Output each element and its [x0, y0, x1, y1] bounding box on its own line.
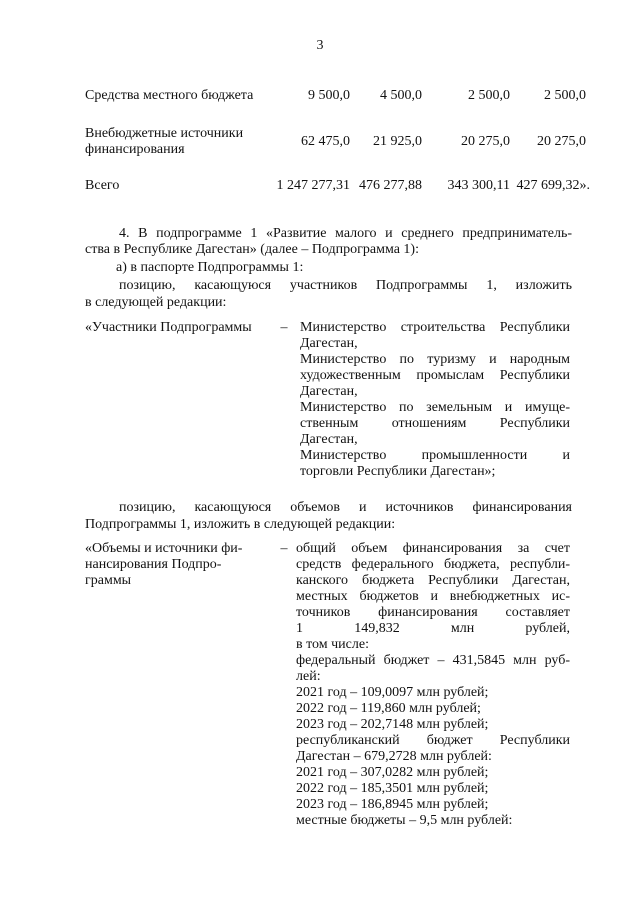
participant-line: Министерство по туризму и народным	[300, 352, 570, 367]
participant-line: торговли Республики Дагестан»;	[300, 464, 496, 479]
participant-line: Министерство строительства Республики	[300, 320, 570, 335]
participant-line: ственным отношениям Республики	[300, 416, 570, 431]
participant-line: Дагестан,	[300, 384, 358, 399]
funding-details	[296, 541, 570, 829]
cell-value: 4 500,0	[380, 88, 422, 103]
funding-line: точников финансирования составляет	[296, 605, 570, 620]
funding-line: лей:	[296, 669, 321, 684]
dash: –	[280, 541, 288, 556]
participant-line: Министерство по земельным и имуще-	[300, 400, 570, 415]
participant-line: Дагестан,	[300, 432, 358, 447]
funding-label	[85, 541, 275, 589]
funding-line: канского бюджета Республики Дагестан,	[296, 573, 570, 588]
page-number: 3	[316, 38, 324, 53]
funding-line: 2023 год – 186,8945 млн рублей;	[296, 797, 489, 812]
section-4-intro-line2: ства в Республике Дагестан» (далее – Подпрограмма 1):	[85, 242, 419, 257]
funding-line: местные бюджеты – 9,5 млн рублей:	[296, 813, 513, 828]
cell-value: 20 275,0	[537, 134, 586, 149]
funding-line: в том числе:	[296, 637, 369, 652]
funding-label-line: граммы	[85, 573, 132, 588]
funding-line: местных бюджетов и внебюджетных ис-	[296, 589, 570, 604]
funding-line: 2022 год – 119,860 млн рублей;	[296, 701, 481, 716]
funding-line: Дагестан – 679,2728 млн рублей:	[296, 749, 492, 764]
funding-line: 2021 год – 307,0282 млн рублей;	[296, 765, 489, 780]
funding-intro-line1: позицию, касающуюся объемов и источников финансирования	[119, 500, 572, 515]
row-label: Средства местного бюджета	[85, 88, 254, 103]
participant-line: художественным промыслам Республики	[300, 368, 570, 383]
cell-value: 427 699,32».	[516, 178, 590, 193]
participants-label: «Участники Подпрограммы	[85, 320, 252, 335]
dash: –	[280, 320, 288, 335]
row-label: Внебюджетные источники финансирования	[85, 126, 244, 157]
participant-line: Министерство промышленности и	[300, 448, 570, 463]
cell-value: 21 925,0	[373, 134, 422, 149]
subsection-a: а) в паспорте Подпрограммы 1:	[116, 260, 304, 275]
cell-value: 62 475,0	[301, 134, 350, 149]
cell-value: 9 500,0	[308, 88, 350, 103]
cell-value: 2 500,0	[468, 88, 510, 103]
funding-line: средств федерального бюджета, республи-	[296, 557, 570, 572]
cell-value: 1 247 277,31	[276, 178, 350, 193]
funding-line: 2021 год – 109,0097 млн рублей;	[296, 685, 489, 700]
funding-line: федеральный бюджет – 431,5845 млн руб-	[296, 653, 570, 668]
funding-line: 1 149,832 млн рублей,	[296, 621, 570, 636]
funding-line: республиканский бюджет Республики	[296, 733, 570, 748]
cell-value: 476 277,88	[359, 178, 422, 193]
section-4-intro-line1: 4. В подпрограмме 1 «Развитие малого и среднего предприниматель-	[119, 226, 572, 241]
participants-intro-line2: в следующей редакции:	[85, 295, 227, 310]
funding-intro-line2: Подпрограммы 1, изложить в следующей редакции:	[85, 517, 396, 532]
participant-line: Дагестан,	[300, 336, 358, 351]
funding-label-line: «Объемы и источники фи-	[85, 541, 243, 556]
funding-line: 2022 год – 185,3501 млн рублей;	[296, 781, 489, 796]
participants-intro-line1: позицию, касающуюся участников Подпрограммы 1, изложить	[119, 278, 572, 293]
cell-value: 343 300,11	[447, 178, 510, 193]
row-label: Всего	[85, 178, 120, 193]
funding-line: общий объем финансирования за счет	[296, 541, 570, 556]
cell-value: 2 500,0	[544, 88, 586, 103]
cell-value: 20 275,0	[461, 134, 510, 149]
funding-label-line: нансирования Подпро-	[85, 557, 222, 572]
participants-list	[300, 320, 570, 480]
funding-line: 2023 год – 202,7148 млн рублей;	[296, 717, 489, 732]
